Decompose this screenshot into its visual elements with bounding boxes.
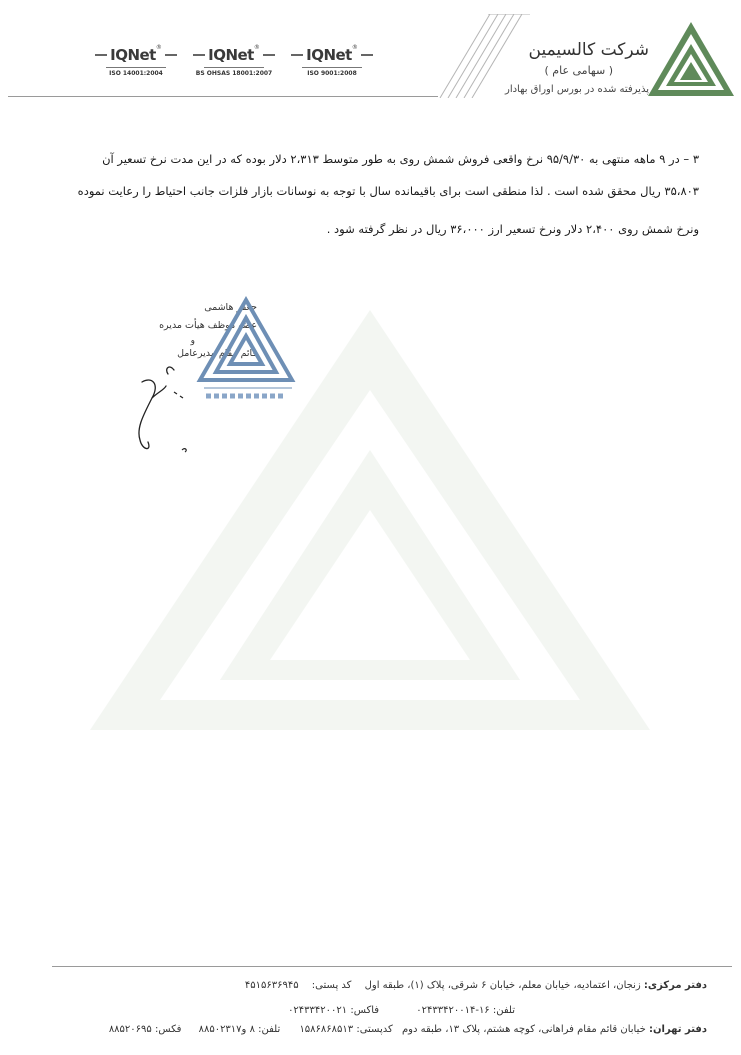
- footer-rule: [52, 966, 732, 967]
- signatory-name: جعفر هاشمی: [204, 302, 257, 313]
- company-name: شرکت کالسیمین: [528, 40, 649, 60]
- handwritten-signature: [112, 362, 202, 462]
- certification-standard: ISO 14001:2004: [109, 70, 163, 77]
- central-office-address: زنجان، اعتمادیه، خیابان معلم، خیابان ۶ شرقی، پلاک (۱)، طبقه اول: [364, 980, 641, 991]
- central-phone: تلفن: ۱۶-۰۲۴۳۳۴۲۰۰۱۴: [416, 1005, 515, 1016]
- iqnet-logo: IQNet: [306, 46, 352, 64]
- tehran-fax: فکس: ۸۸۵۲۰۶۹۵: [108, 1024, 182, 1035]
- company-type: ( سهامی عام ): [544, 64, 613, 77]
- central-postal-code: ۴۵۱۵۶۳۶۹۴۵: [244, 980, 299, 991]
- signatory-role: قائم مقام مدیرعامل: [177, 348, 257, 359]
- certification-standard: BS OHSAS 18001:2007: [195, 70, 273, 77]
- iqnet-logo: IQNet: [208, 46, 254, 64]
- iqnet-logo: IQNet: [110, 46, 156, 64]
- certification-standard: ISO 9001:2008: [307, 70, 357, 77]
- tehran-office-line: [109, 1024, 707, 1035]
- company-listing: پذیرفته شده در بورس اوراق بهادار: [505, 84, 649, 95]
- signatory-role: عضو موظف هیأت مدیره: [159, 320, 257, 331]
- central-postal-label: کد پستی:: [311, 980, 352, 991]
- tehran-phone: تلفن: ۸ و۸۸۵۰۲۳۱۷: [198, 1024, 281, 1035]
- iqnet-badge-1: IQNet ® ISO 14001:2004: [86, 44, 186, 84]
- central-fax: فاکس: ۰۲۴۳۳۴۲۰۰۲۱: [288, 1005, 380, 1016]
- tehran-office-address: خیابان قائم مقام فراهانی، کوچه هشتم، پلاک ۱۳، طبقه دوم: [401, 1024, 646, 1035]
- signatory-conjunction: و: [190, 336, 195, 346]
- company-stamp: [196, 296, 296, 406]
- central-office-label: دفتر مرکزی:: [643, 980, 707, 991]
- iqnet-badge-3: IQNet ® ISO 9001:2008: [282, 44, 382, 84]
- tehran-office-label: دفتر تهران:: [648, 1024, 707, 1035]
- central-contact-line: [288, 1005, 515, 1016]
- paragraph-line: ۳۵،۸۰۳ ریال محقق شده است . لذا منطقی است برای باقیمانده سال با توجه به نوسانات بازار فلزات جانب احتیاط را رعایت نموده: [77, 184, 699, 198]
- paragraph-line: ونرخ شمش روی ۲،۴۰۰ دلار ونرخ تسعیر ارز ۳۶،۰۰۰ ریال در نظر گرفته شود .: [326, 222, 699, 236]
- central-office-line: [245, 980, 707, 991]
- paragraph-line: ۳ – در ۹ ماهه منتهی به ۹۵/۹/۳۰ نرخ واقعی فروش شمش روی به طور متوسط ۲،۳۱۳ دلار بوده که در این مدت نرخ تسعیر آن: [102, 152, 699, 166]
- company-logo: [646, 20, 736, 98]
- tehran-postal: کدپستی: ۱۵۸۶۸۶۸۵۱۳: [299, 1024, 393, 1035]
- iqnet-badge-2: IQNet ® BS OHSAS 18001:2007: [184, 44, 284, 84]
- header-rule: [8, 96, 438, 97]
